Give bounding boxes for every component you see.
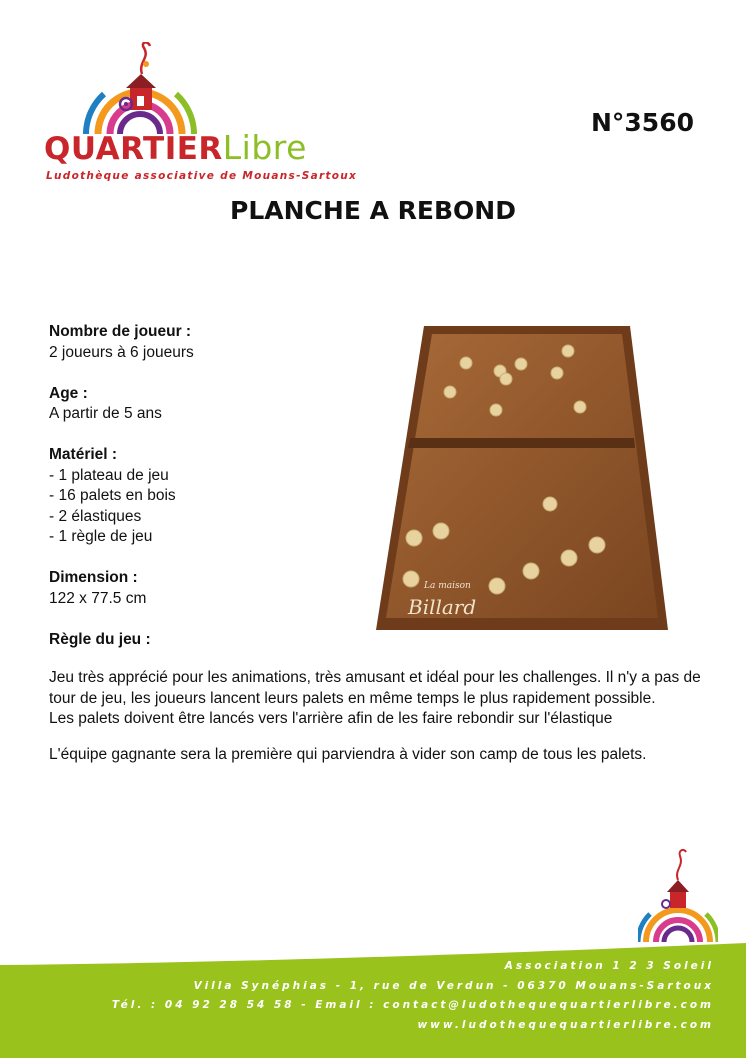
rules-text: [49, 668, 709, 765]
age-value: A partir de 5 ans: [49, 405, 162, 422]
footer-association: Association 1 2 3 Soleil: [504, 960, 714, 972]
material-item: - 16 palets en bois: [49, 487, 176, 504]
material-item: - 2 élastiques: [49, 507, 142, 525]
logo-brand-part1: QUARTIER: [44, 131, 223, 167]
logo-brand-part2: Libre: [222, 128, 307, 167]
footer-address: Villa Synéphias - 1, rue de Verdun - 06370 Mouans-Sartoux: [193, 979, 714, 992]
rules-paragraph-2: L'équipe gagnante sera la première qui parviendra à vider son camp de tous les palets.: [49, 745, 647, 763]
product-photo: [372, 318, 672, 640]
footer-contact-block: [112, 957, 714, 1035]
footer-contact: Tél. : 04 92 28 54 58 - Email : contact@ludothequequartierlibre.com: [111, 999, 714, 1011]
logo-wordmark: [44, 128, 307, 167]
material-item: - 1 plateau de jeu: [49, 466, 169, 484]
rules-label: Règle du jeu :: [49, 630, 151, 648]
logo-house-sun-icon: [80, 42, 200, 138]
material-label: Matériel :: [49, 446, 118, 463]
reference-number: N°3560: [590, 108, 694, 137]
game-details: [49, 322, 369, 650]
logo-tagline: Ludothèque associative de Mouans-Sartoux: [46, 170, 358, 182]
dimension-label: Dimension :: [49, 569, 138, 586]
age-label: Age :: [49, 384, 88, 402]
players-value: 2 joueurs à 6 joueurs: [49, 343, 194, 361]
dimension-value: 122 x 77.5 cm: [49, 589, 147, 607]
material-item: - 1 règle de jeu: [49, 528, 153, 545]
brand-logo: [40, 42, 358, 192]
page-title: PLANCHE A REBOND: [230, 196, 516, 225]
rules-paragraph-1: Jeu très apprécié pour les animations, très amusant et idéal pour les challenges. Il n'y a pas de tour de jeu, les joueurs lancent leurs palets en même temps le plus rapidement possible. Les palets doivent être lancés vers l'arrière afin de les faire rebondir sur l'élastique: [49, 669, 701, 727]
photo-watermark-line2: Billard: [408, 595, 477, 619]
small-logo-icon: [638, 838, 718, 948]
footer-website[interactable]: www.ludothequequartierlibre.com: [417, 1018, 714, 1031]
players-label: Nombre de joueur :: [49, 323, 192, 340]
photo-watermark-line1: La maison: [424, 581, 471, 591]
